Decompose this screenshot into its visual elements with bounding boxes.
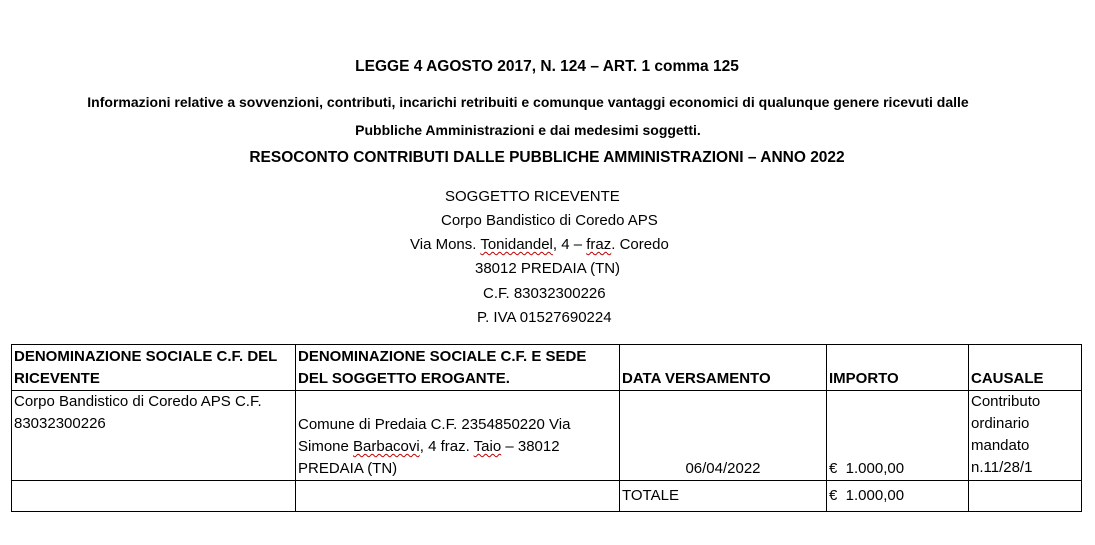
address-suffix: . Coredo [611,236,669,253]
contributions-table [11,344,1082,512]
recipient-city: 38012 PREDAIA (TN) [475,260,621,277]
cell-amount: € 1.000,00 [827,391,969,481]
header-payer: DENOMINAZIONE SOCIALE C.F. E SEDE DEL SOGGETTO EROGANTE. [296,345,620,391]
address-mid: , 4 – [552,236,587,253]
address-street-name: Tonidandel [480,236,553,253]
recipient-label: SOGGETTO RICEVENTE [445,188,620,205]
table-row [12,391,1082,481]
recipient-name: Corpo Bandistico di Coredo APS [441,212,658,229]
payer-part-1: Comune di Predaia C.F. 2354850220 Via Simone [298,416,571,455]
payer-street-name: Barbacovi [353,438,420,455]
address-prefix: Via Mons. [410,236,481,253]
header-recipient: DENOMINAZIONE SOCIALE C.F. DEL RICEVENTE [12,345,296,391]
header-amount: IMPORTO [827,345,969,391]
cell-reason: Contributo ordinario mandato n.11/28/1 [969,391,1082,481]
total-empty-2 [296,481,620,512]
report-title: RESOCONTO CONTRIBUTI DALLE PUBBLICHE AMMINISTRAZIONI – ANNO 2022 [249,149,845,166]
header-date: DATA VERSAMENTO [620,345,827,391]
payer-part-3: – 38012 PREDAIA (TN) [298,438,560,477]
payer-part-2: , 4 fraz. [419,438,474,455]
header-reason: CAUSALE [969,345,1082,391]
total-amount: € 1.000,00 [827,481,969,512]
total-label: TOTALE [620,481,827,512]
recipient-piva: P. IVA 01527690224 [477,309,612,326]
address-fraz: fraz [586,236,612,253]
table-total-row [12,481,1082,512]
cell-date: 06/04/2022 [620,391,827,481]
table-header-row [12,345,1082,391]
cell-payer [296,391,620,481]
total-empty-3 [969,481,1082,512]
total-empty-1 [12,481,296,512]
recipient-address [410,236,669,253]
info-line-1: Informazioni relative a sovvenzioni, contributi, incarichi retribuiti e comunque vantaggi economici di qualunque genere ricevuti dalle [87,94,969,110]
info-line-2: Pubbliche Amministrazioni e dai medesimi soggetti. [355,122,701,138]
payer-taio: Taio [473,438,502,455]
recipient-cf: C.F. 83032300226 [483,285,606,302]
law-title: LEGGE 4 AGOSTO 2017, N. 124 – ART. 1 comma 125 [355,58,739,75]
cell-recipient: Corpo Bandistico di Coredo APS C.F. 83032300226 [12,391,296,481]
